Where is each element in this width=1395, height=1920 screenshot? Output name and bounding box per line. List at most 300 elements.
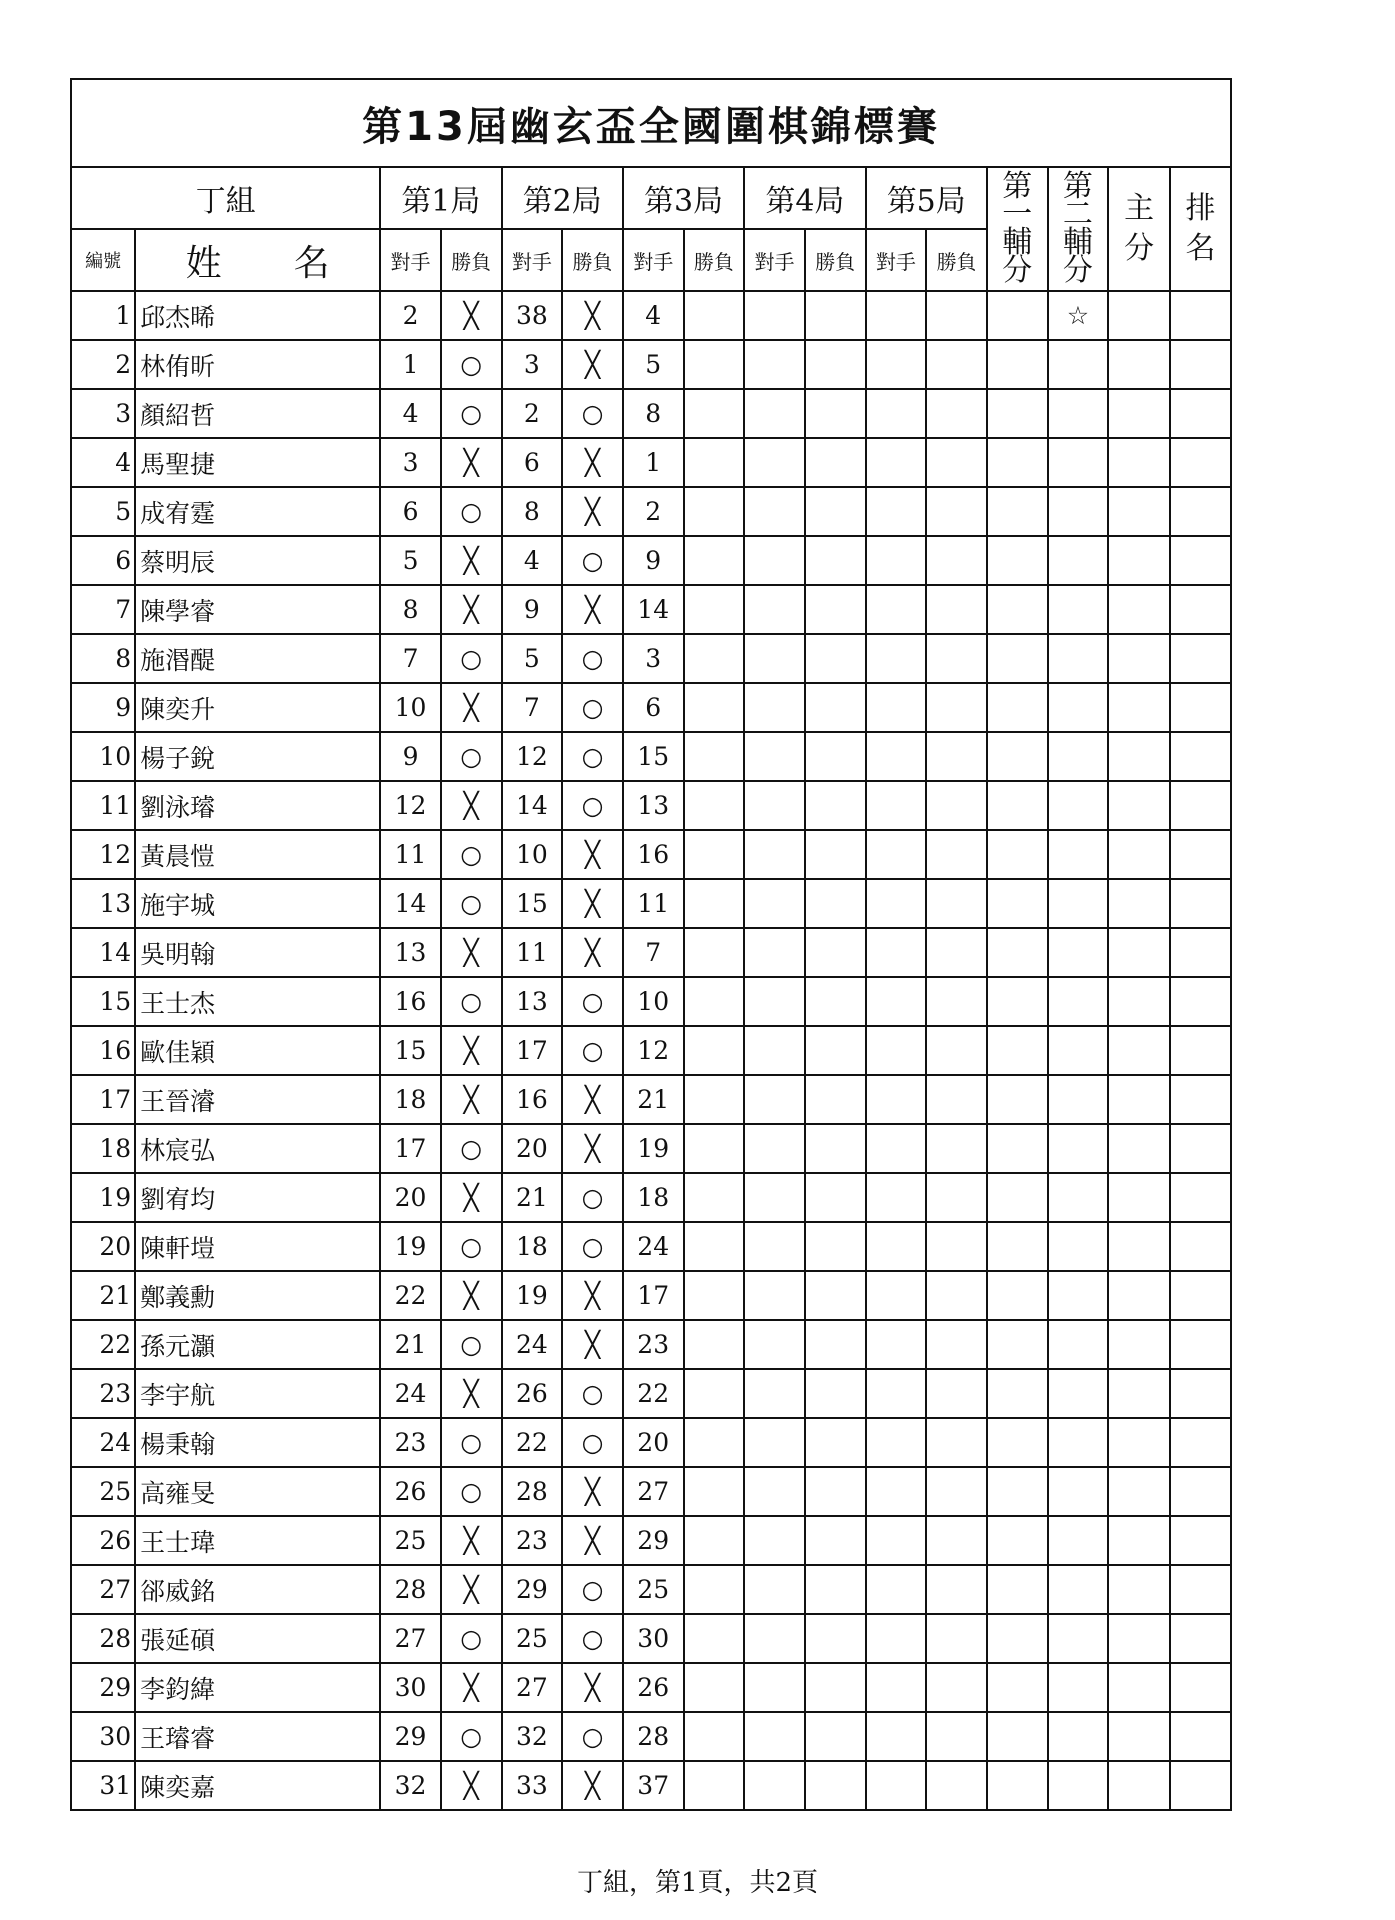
player-name-cell: 施湣醍 <box>135 634 380 683</box>
round-1-result-cell: ╳ <box>441 1565 502 1614</box>
round-5-opponent-cell <box>866 1614 927 1663</box>
player-name-cell: 王士瑋 <box>135 1516 380 1565</box>
round-5-opponent-cell <box>866 389 927 438</box>
round-4-opponent-cell <box>744 830 805 879</box>
aux-score-1-cell <box>987 732 1048 781</box>
round-4-opponent-cell <box>744 1075 805 1124</box>
round-5-opponent-cell <box>866 830 927 879</box>
player-number-cell: 27 <box>71 1565 135 1614</box>
round-4-opponent-cell <box>744 1124 805 1173</box>
round-4-header: 第4局 <box>744 167 865 229</box>
round-4-result-cell <box>805 1075 866 1124</box>
round-4-result-cell <box>805 1418 866 1467</box>
rank-line1: 排 <box>1185 191 1216 226</box>
round-3-opponent-cell: 29 <box>623 1516 684 1565</box>
round-1-opponent-cell: 15 <box>380 1026 441 1075</box>
round-2-result-cell: ○ <box>562 634 623 683</box>
round-4-result-cell <box>805 438 866 487</box>
round-3-opponent-cell: 10 <box>623 977 684 1026</box>
aux-score-2-cell <box>1048 1222 1109 1271</box>
round-1-opponent-cell: 16 <box>380 977 441 1026</box>
round-5-result-cell <box>926 1614 987 1663</box>
player-name-cell: 高雍旻 <box>135 1467 380 1516</box>
table-row <box>71 536 1231 585</box>
round-1-opponent-cell: 6 <box>380 487 441 536</box>
round-4-opponent-cell <box>744 1320 805 1369</box>
round-2-result-cell: ╳ <box>562 585 623 634</box>
aux-score-1-cell <box>987 340 1048 389</box>
round-3-opponent-cell: 20 <box>623 1418 684 1467</box>
round-5-opponent-cell <box>866 536 927 585</box>
round-5-result-cell <box>926 1026 987 1075</box>
round-5-result-cell <box>926 1761 987 1810</box>
player-name-cell: 顏紹哲 <box>135 389 380 438</box>
round-2-result-cell: ╳ <box>562 438 623 487</box>
player-number-cell: 22 <box>71 1320 135 1369</box>
aux-score-2-cell <box>1048 1712 1109 1761</box>
round-1-result-cell: ╳ <box>441 1761 502 1810</box>
rank-cell <box>1170 291 1231 340</box>
aux-score-2-cell <box>1048 1026 1109 1075</box>
round-4-result-cell <box>805 1173 866 1222</box>
player-number-cell: 9 <box>71 683 135 732</box>
round-5-result-cell <box>926 1565 987 1614</box>
table-row <box>71 1761 1231 1810</box>
aux-score-2-header <box>1048 167 1109 291</box>
aux-score-1-cell <box>987 879 1048 928</box>
round-5-opponent-cell <box>866 1565 927 1614</box>
round-2-result-cell: ╳ <box>562 487 623 536</box>
rank-cell <box>1170 1418 1231 1467</box>
table-row <box>71 1712 1231 1761</box>
table-row <box>71 1075 1231 1124</box>
round-1-result-cell: ╳ <box>441 1663 502 1712</box>
round-1-result-cell: ○ <box>441 977 502 1026</box>
round-2-result-cell: ○ <box>562 683 623 732</box>
aux-score-1-cell <box>987 1614 1048 1663</box>
round-4-opponent-cell <box>744 389 805 438</box>
player-name-cell: 成宥霆 <box>135 487 380 536</box>
aux-score-1-cell <box>987 1761 1048 1810</box>
round-2-opponent-cell: 18 <box>502 1222 563 1271</box>
round-3-result-cell <box>684 1565 745 1614</box>
main-score-cell <box>1108 1369 1170 1418</box>
round-4-opponent-cell <box>744 1173 805 1222</box>
number-header: 編號 <box>71 229 135 291</box>
player-number-cell: 1 <box>71 291 135 340</box>
round-3-opponent-cell: 30 <box>623 1614 684 1663</box>
round-1-opponent-cell: 10 <box>380 683 441 732</box>
round-5-opponent-cell <box>866 879 927 928</box>
player-number-cell: 31 <box>71 1761 135 1810</box>
round-3-opponent-cell: 23 <box>623 1320 684 1369</box>
round-2-opponent-cell: 32 <box>502 1712 563 1761</box>
player-number-cell: 4 <box>71 438 135 487</box>
player-name-cell: 王士杰 <box>135 977 380 1026</box>
round-3-opponent-cell: 28 <box>623 1712 684 1761</box>
aux-score-2-cell <box>1048 585 1109 634</box>
round-5-opponent-cell <box>866 340 927 389</box>
round-5-result-cell <box>926 1271 987 1320</box>
round-1-result-cell: ╳ <box>441 585 502 634</box>
round-4-opponent-cell <box>744 438 805 487</box>
round-4-result-cell <box>805 683 866 732</box>
rank-cell <box>1170 1173 1231 1222</box>
table-row <box>71 389 1231 438</box>
round-1-result-cell: ○ <box>441 830 502 879</box>
main-score-cell <box>1108 1271 1170 1320</box>
rank-cell <box>1170 1614 1231 1663</box>
aux-score-2-cell <box>1048 977 1109 1026</box>
rank-cell <box>1170 1712 1231 1761</box>
aux-score-1-cell <box>987 977 1048 1026</box>
round-5-opponent-cell <box>866 1516 927 1565</box>
round-2-opponent-cell: 6 <box>502 438 563 487</box>
round-4-result-cell <box>805 1026 866 1075</box>
round-4-result-cell <box>805 585 866 634</box>
aux-score-2-cell <box>1048 1369 1109 1418</box>
results-sheet <box>70 78 1232 1811</box>
round-3-result-cell <box>684 340 745 389</box>
round-3-result-cell <box>684 291 745 340</box>
rank-cell <box>1170 487 1231 536</box>
table-row <box>71 1124 1231 1173</box>
rank-line2: 名 <box>1185 231 1216 266</box>
round-5-opponent-cell <box>866 1418 927 1467</box>
aux-score-2-cell <box>1048 389 1109 438</box>
round-4-opponent-cell <box>744 1369 805 1418</box>
main-score-line1: 主 <box>1124 191 1155 226</box>
round-3-opponent-cell: 6 <box>623 683 684 732</box>
round-4-opponent-cell <box>744 340 805 389</box>
round-5-result-cell <box>926 683 987 732</box>
round-1-opponent-cell: 9 <box>380 732 441 781</box>
round-5-result-cell <box>926 487 987 536</box>
aux-score-2-cell <box>1048 1173 1109 1222</box>
round-2-result-cell: ○ <box>562 1222 623 1271</box>
round-1-opponent-cell: 5 <box>380 536 441 585</box>
round-3-result-cell <box>684 1173 745 1222</box>
round-4-opponent-cell <box>744 1712 805 1761</box>
player-name-cell: 陳軒塏 <box>135 1222 380 1271</box>
aux-score-2-cell <box>1048 536 1109 585</box>
aux-score-1-cell <box>987 1222 1048 1271</box>
round-5-result-cell <box>926 1124 987 1173</box>
round-3-result-cell <box>684 732 745 781</box>
round-3-opponent-cell: 27 <box>623 1467 684 1516</box>
aux-score-2-cell <box>1048 1467 1109 1516</box>
player-name-cell: 施宇城 <box>135 879 380 928</box>
aux-score-2-cell <box>1048 487 1109 536</box>
main-score-line2: 分 <box>1124 231 1155 266</box>
round-1-opponent-cell: 27 <box>380 1614 441 1663</box>
round-2-header: 第2局 <box>502 167 623 229</box>
aux-score-1-header <box>987 167 1048 291</box>
player-name-cell: 黃晨愷 <box>135 830 380 879</box>
round-3-result-cell <box>684 487 745 536</box>
result-header: 勝負 <box>562 229 623 291</box>
aux-score-2-line2: 輔分 <box>1062 225 1093 288</box>
round-5-result-cell <box>926 634 987 683</box>
aux-score-1-cell <box>987 291 1048 340</box>
round-3-opponent-cell: 4 <box>623 291 684 340</box>
round-5-result-cell <box>926 438 987 487</box>
round-2-result-cell: ╳ <box>562 830 623 879</box>
player-name-cell: 張延碩 <box>135 1614 380 1663</box>
round-4-opponent-cell <box>744 1663 805 1712</box>
round-2-opponent-cell: 10 <box>502 830 563 879</box>
aux-score-2-cell <box>1048 1271 1109 1320</box>
round-4-opponent-cell <box>744 1614 805 1663</box>
round-2-result-cell: ○ <box>562 1614 623 1663</box>
player-name-cell: 李宇航 <box>135 1369 380 1418</box>
round-5-opponent-cell <box>866 438 927 487</box>
page-footer: 丁組，第1頁，共2頁 <box>576 1868 819 1898</box>
round-4-result-cell <box>805 1320 866 1369</box>
round-4-opponent-cell <box>744 585 805 634</box>
table-row <box>71 781 1231 830</box>
round-2-result-cell: ╳ <box>562 1663 623 1712</box>
table-row <box>71 830 1231 879</box>
round-1-opponent-cell: 26 <box>380 1467 441 1516</box>
round-3-result-cell <box>684 1124 745 1173</box>
player-name-cell: 陳奕升 <box>135 683 380 732</box>
tournament-title: 第13屆幽玄盃全國圍棋錦標賽 <box>71 79 1231 167</box>
round-1-opponent-cell: 32 <box>380 1761 441 1810</box>
round-4-result-cell <box>805 977 866 1026</box>
round-5-opponent-cell <box>866 683 927 732</box>
player-name-cell: 林宸弘 <box>135 1124 380 1173</box>
aux-score-2-cell <box>1048 1663 1109 1712</box>
round-2-result-cell: ╳ <box>562 1516 623 1565</box>
player-name-cell: 邱杰晞 <box>135 291 380 340</box>
round-1-opponent-cell: 4 <box>380 389 441 438</box>
player-name-cell: 歐佳穎 <box>135 1026 380 1075</box>
round-1-result-cell: ○ <box>441 1222 502 1271</box>
aux-score-1-cell <box>987 1712 1048 1761</box>
opponent-header: 對手 <box>623 229 684 291</box>
main-score-cell <box>1108 585 1170 634</box>
round-2-result-cell: ○ <box>562 977 623 1026</box>
aux-score-2-cell <box>1048 1075 1109 1124</box>
player-number-cell: 20 <box>71 1222 135 1271</box>
round-1-result-cell: ╳ <box>441 291 502 340</box>
round-1-opponent-cell: 23 <box>380 1418 441 1467</box>
aux-score-2-cell <box>1048 1418 1109 1467</box>
aux-score-2-cell <box>1048 1124 1109 1173</box>
player-number-cell: 30 <box>71 1712 135 1761</box>
round-2-opponent-cell: 25 <box>502 1614 563 1663</box>
round-3-opponent-cell: 21 <box>623 1075 684 1124</box>
table-row <box>71 487 1231 536</box>
round-1-result-cell: ╳ <box>441 1173 502 1222</box>
table-row <box>71 291 1231 340</box>
round-3-result-cell <box>684 1467 745 1516</box>
round-3-result-cell <box>684 1516 745 1565</box>
round-2-opponent-cell: 38 <box>502 291 563 340</box>
round-3-opponent-cell: 26 <box>623 1663 684 1712</box>
round-1-result-cell: ╳ <box>441 683 502 732</box>
round-2-opponent-cell: 5 <box>502 634 563 683</box>
round-1-result-cell: ○ <box>441 1320 502 1369</box>
aux-score-2-cell <box>1048 1614 1109 1663</box>
result-header: 勝負 <box>805 229 866 291</box>
player-number-cell: 3 <box>71 389 135 438</box>
round-1-opponent-cell: 21 <box>380 1320 441 1369</box>
round-3-result-cell <box>684 536 745 585</box>
round-3-opponent-cell: 7 <box>623 928 684 977</box>
round-3-result-cell <box>684 781 745 830</box>
round-5-result-cell <box>926 1320 987 1369</box>
round-3-opponent-cell: 14 <box>623 585 684 634</box>
round-3-opponent-cell: 19 <box>623 1124 684 1173</box>
main-score-cell <box>1108 438 1170 487</box>
round-5-result-cell <box>926 781 987 830</box>
aux-score-2-cell <box>1048 340 1109 389</box>
main-score-cell <box>1108 1712 1170 1761</box>
round-4-result-cell <box>805 389 866 438</box>
main-score-cell <box>1108 1614 1170 1663</box>
main-score-cell <box>1108 389 1170 438</box>
table-row <box>71 1418 1231 1467</box>
name-header: 姓 名 <box>135 229 380 291</box>
table-row <box>71 732 1231 781</box>
aux-score-1-cell <box>987 487 1048 536</box>
round-3-result-cell <box>684 438 745 487</box>
round-1-result-cell: ○ <box>441 879 502 928</box>
round-2-result-cell: ╳ <box>562 1271 623 1320</box>
round-2-opponent-cell: 23 <box>502 1516 563 1565</box>
round-3-result-cell <box>684 1271 745 1320</box>
results-table <box>70 78 1232 1811</box>
round-1-opponent-cell: 1 <box>380 340 441 389</box>
round-4-result-cell <box>805 634 866 683</box>
round-3-opponent-cell: 18 <box>623 1173 684 1222</box>
round-3-result-cell <box>684 634 745 683</box>
aux-score-2-cell <box>1048 1565 1109 1614</box>
player-number-cell: 16 <box>71 1026 135 1075</box>
round-3-result-cell <box>684 1761 745 1810</box>
main-score-cell <box>1108 1761 1170 1810</box>
main-score-cell <box>1108 1320 1170 1369</box>
round-3-result-cell <box>684 389 745 438</box>
round-2-opponent-cell: 13 <box>502 977 563 1026</box>
round-4-result-cell <box>805 928 866 977</box>
rank-cell <box>1170 732 1231 781</box>
main-score-cell <box>1108 291 1170 340</box>
round-3-result-cell <box>684 928 745 977</box>
round-1-opponent-cell: 24 <box>380 1369 441 1418</box>
opponent-header: 對手 <box>866 229 927 291</box>
player-name-cell: 王晉濬 <box>135 1075 380 1124</box>
player-number-cell: 12 <box>71 830 135 879</box>
player-name-cell: 陳學睿 <box>135 585 380 634</box>
round-4-result-cell <box>805 1614 866 1663</box>
round-5-opponent-cell <box>866 585 927 634</box>
main-score-cell <box>1108 1124 1170 1173</box>
round-3-result-cell <box>684 1320 745 1369</box>
group-label: 丁組 <box>71 167 380 229</box>
player-name-cell: 吳明翰 <box>135 928 380 977</box>
round-4-opponent-cell <box>744 1418 805 1467</box>
rank-cell <box>1170 340 1231 389</box>
round-2-result-cell: ○ <box>562 1565 623 1614</box>
aux-score-1-cell <box>987 1271 1048 1320</box>
rank-cell <box>1170 1271 1231 1320</box>
round-2-opponent-cell: 19 <box>502 1271 563 1320</box>
round-2-result-cell: ╳ <box>562 1761 623 1810</box>
rank-cell <box>1170 1663 1231 1712</box>
player-number-cell: 29 <box>71 1663 135 1712</box>
table-row <box>71 1173 1231 1222</box>
rank-cell <box>1170 1369 1231 1418</box>
rank-cell <box>1170 536 1231 585</box>
main-score-cell <box>1108 1467 1170 1516</box>
result-header: 勝負 <box>441 229 502 291</box>
round-1-result-cell: ╳ <box>441 1369 502 1418</box>
round-1-result-cell: ╳ <box>441 1075 502 1124</box>
round-3-opponent-cell: 22 <box>623 1369 684 1418</box>
round-5-result-cell <box>926 585 987 634</box>
main-score-cell <box>1108 1565 1170 1614</box>
player-number-cell: 23 <box>71 1369 135 1418</box>
round-5-result-cell <box>926 830 987 879</box>
round-3-opponent-cell: 12 <box>623 1026 684 1075</box>
main-score-cell <box>1108 1418 1170 1467</box>
round-4-opponent-cell <box>744 928 805 977</box>
round-3-result-cell <box>684 683 745 732</box>
round-5-opponent-cell <box>866 1320 927 1369</box>
main-score-cell <box>1108 781 1170 830</box>
main-score-cell <box>1108 1026 1170 1075</box>
round-1-opponent-cell: 13 <box>380 928 441 977</box>
round-3-opponent-cell: 16 <box>623 830 684 879</box>
round-3-opponent-cell: 15 <box>623 732 684 781</box>
round-5-opponent-cell <box>866 1467 927 1516</box>
round-5-result-cell <box>926 732 987 781</box>
round-5-opponent-cell <box>866 928 927 977</box>
round-2-opponent-cell: 3 <box>502 340 563 389</box>
player-rows <box>71 291 1231 1810</box>
round-5-opponent-cell <box>866 1271 927 1320</box>
table-row <box>71 1663 1231 1712</box>
round-4-result-cell <box>805 1565 866 1614</box>
player-number-cell: 25 <box>71 1467 135 1516</box>
aux-score-1-cell <box>987 928 1048 977</box>
round-4-result-cell <box>805 879 866 928</box>
round-3-header: 第3局 <box>623 167 744 229</box>
player-number-cell: 11 <box>71 781 135 830</box>
main-score-cell <box>1108 1663 1170 1712</box>
round-2-result-cell: ○ <box>562 732 623 781</box>
player-number-cell: 26 <box>71 1516 135 1565</box>
rank-cell <box>1170 781 1231 830</box>
round-5-result-cell <box>926 977 987 1026</box>
round-3-result-cell <box>684 1418 745 1467</box>
rank-cell <box>1170 634 1231 683</box>
round-2-opponent-cell: 8 <box>502 487 563 536</box>
round-1-opponent-cell: 2 <box>380 291 441 340</box>
round-5-opponent-cell <box>866 1369 927 1418</box>
main-score-header <box>1108 167 1170 291</box>
round-1-opponent-cell: 28 <box>380 1565 441 1614</box>
round-5-opponent-cell <box>866 487 927 536</box>
player-name-cell: 蔡明辰 <box>135 536 380 585</box>
round-5-result-cell <box>926 1418 987 1467</box>
opponent-header: 對手 <box>380 229 441 291</box>
opponent-header: 對手 <box>502 229 563 291</box>
aux-score-1-cell <box>987 1369 1048 1418</box>
